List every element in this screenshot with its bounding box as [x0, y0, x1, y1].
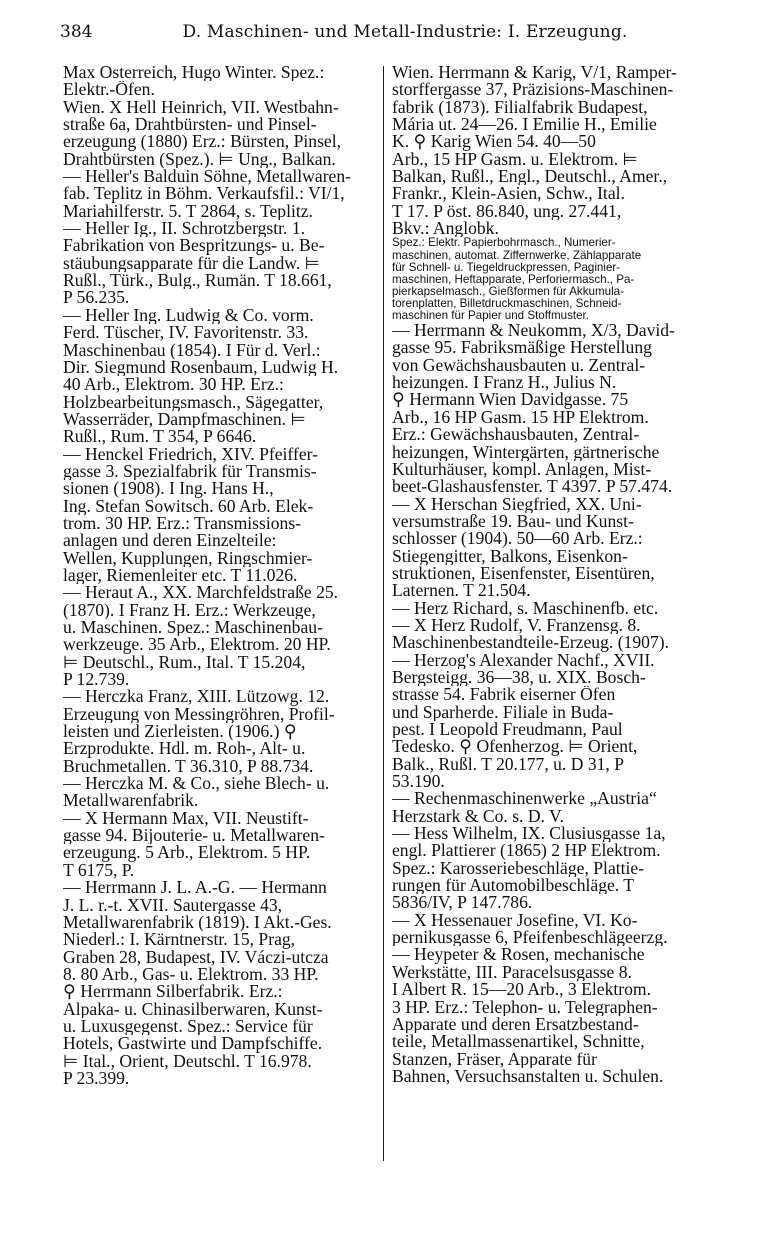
text-line: I Albert R. 15—20 Arb., 3 Elektrom.: [392, 981, 651, 999]
left-column: [63, 64, 375, 1087]
text-line: 53.190.: [392, 773, 445, 791]
text-line: Fabrikation von Bespritzungs- u. Be-: [63, 237, 325, 255]
text-line: Holzbearbeitungsmasch., Sägegatter,: [63, 393, 324, 411]
text-line: pierkapselmasch., Gießformen für Akkumula-: [392, 285, 624, 298]
text-line: Arb., 15 HP Gasm. u. Elektrom. ⊨: [392, 150, 638, 169]
text-line: Ferd. Tüscher, IV. Favoritenstr. 33.: [63, 324, 309, 342]
text-line: Stanzen, Fräser, Apparate für: [392, 1050, 597, 1068]
text-line: — X Hessenauer Josefine, VI. Ko-: [392, 911, 638, 930]
text-line: Max Osterreich, Hugo Winter. Spez.:: [63, 64, 325, 82]
text-line: Wasserräder, Dampfmaschinen. ⊨: [63, 410, 306, 429]
text-line: storffergasse 37, Präzisions-Maschinen-: [392, 81, 674, 99]
text-line: Drahtbürsten (Spez.). ⊨ Ung., Balkan.: [63, 150, 336, 169]
text-line: straße 6a, Drahtbürsten- und Pinsel-: [63, 116, 317, 134]
right-column: [392, 64, 710, 1085]
text-line: anlagen und deren Einzelteile:: [63, 532, 277, 550]
text-line: struktionen, Eisenfenster, Eisentüren,: [392, 564, 655, 583]
running-title: D. Maschinen- und Metall-Industrie: I. Erzeugung.: [182, 22, 628, 42]
text-line: Erzprodukte. Hdl. m. Roh-, Alt- u.: [63, 740, 306, 758]
text-line: sionen (1908). I Ing. Hans H.,: [63, 480, 274, 498]
text-line: Kulturhäuser, kompl. Anlagen, Mist-: [392, 460, 652, 479]
text-line: — Heller Ig., II. Schrotzbergstr. 1.: [63, 220, 306, 238]
text-line: beet-Glashausfenster. T 4397. P 57.474.: [392, 478, 673, 496]
text-line: 8. 80 Arb., Gas- u. Elektrom. 33 HP.: [63, 965, 319, 984]
text-line: Werkstätte, III. Paracelsusgasse 8.: [392, 963, 632, 982]
text-line: Wellen, Kupplungen, Ringschmier-: [63, 549, 313, 567]
text-line: ⚲ Herrmann Silberfabrik. Erz.:: [63, 983, 283, 1001]
column-divider: [383, 66, 384, 1161]
page-number: 384: [60, 22, 93, 42]
text-line: pest. I Leopold Freudmann, Paul: [392, 721, 623, 739]
text-line: ⊨ Deutschl., Rum., Ital. T 15.204,: [63, 653, 306, 672]
text-line: — Herzog's Alexander Nachf., XVII.: [392, 651, 655, 669]
text-line: — Hess Wilhelm, IX. Clusiusgasse 1a,: [392, 825, 666, 843]
text-line: Herzstark & Co. s. D. V.: [392, 807, 564, 826]
text-line: — Heller Ing. Ludwig & Co. vorm.: [63, 306, 314, 325]
text-line: lager, Riemenleiter etc. T 11.026.: [63, 566, 298, 585]
text-line: J. L. r.-t. XVII. Sautergasse 43,: [63, 896, 283, 914]
text-line: torenplatten, Billetdruckmaschinen, Schneid-: [392, 297, 622, 310]
text-line: — Herczka Franz, XIII. Lützowg. 12.: [63, 688, 330, 706]
text-line: maschinen, Heftapparate, Perforiermasch., Pa-: [392, 273, 635, 286]
text-line: fabrik (1873). Filialfabrik Budapest,: [392, 98, 648, 117]
text-line: engl. Plattierer (1865) 2 HP Elektrom.: [392, 842, 661, 860]
text-line: K. ⚲ Karig Wien 54. 40—50: [392, 133, 596, 151]
text-line: maschinen, automat. Ziffernwerke, Zählapparate: [392, 249, 642, 262]
text-line: Rußl., Rum. T 354, P 6646.: [63, 428, 257, 446]
text-line: Ing. Stefan Sowitsch. 60 Arb. Elek-: [63, 497, 314, 515]
text-line: — X Herschan Siegfried, XX. Uni-: [392, 495, 642, 513]
text-line: pernikusgasse 6, Pfeifenbeschlägeerzg.: [392, 929, 668, 947]
text-line: teile, Metallmassenartikel, Schnitte,: [392, 1033, 645, 1051]
text-line: stäubungsapparate für die Landw. ⊨: [63, 254, 320, 273]
text-line: Mária ut. 24—26. I Emilie H., Emilie: [392, 116, 657, 134]
text-line: gasse 95. Fabriksmäßige Herstellung: [392, 339, 652, 357]
text-line: u. Maschinen. Spez.: Maschinenbau-: [63, 619, 323, 637]
text-line: — Herrmann & Neukomm, X/3, David-: [392, 322, 675, 340]
text-line: Metallwarenfabrik (1819). I Akt.-Ges.: [63, 913, 332, 932]
text-line: schlosser (1904). 50—60 Arb. Erz.:: [392, 530, 643, 548]
text-line: Apparate und deren Ersatzbestand-: [392, 1015, 639, 1034]
text-line: erzeugung (1880) Erz.: Bürsten, Pinsel,: [63, 133, 342, 151]
text-line: gasse 94. Bijouterie- u. Metallwaren-: [63, 827, 325, 845]
text-line: P 56.235.: [63, 289, 130, 307]
text-line: 40 Arb., Elektrom. 30 HP. Erz.:: [63, 376, 284, 394]
text-line: (1870). I Franz H. Erz.: Werkzeuge,: [63, 601, 316, 619]
text-line: versumstraße 19. Bau- und Kunst-: [392, 512, 634, 531]
text-line: — Herz Richard, s. Maschinenfb. etc.: [392, 599, 659, 617]
text-line: Hotels, Gastwirte und Dampfschiffe.: [63, 1035, 323, 1053]
text-line: — Henckel Friedrich, XIV. Pfeiffer-: [63, 445, 319, 463]
text-line: Wien. Herrmann & Karig, V/1, Ramper-: [392, 64, 677, 82]
text-line: Dir. Siegmund Rosenbaum, Ludwig H.: [63, 358, 339, 377]
text-line: Bruchmetallen. T 36.310, P 88.734.: [63, 757, 314, 776]
text-line: — Herrmann J. L. A.-G. — Hermann: [63, 879, 327, 897]
text-line: — Herczka M. & Co., siehe Blech- u.: [63, 775, 330, 793]
text-line: heizungen. I Franz H., Julius N.: [392, 374, 617, 392]
text-line: P 23.399.: [63, 1069, 130, 1088]
text-line: Bkv.: Anglobk.: [392, 220, 499, 238]
text-line: Maschinenbau (1854). I Für d. Verl.:: [63, 341, 321, 359]
text-line: Laternen. T 21.504.: [392, 582, 531, 600]
text-line: maschinen für Papier und Stoffmuster.: [392, 310, 589, 322]
text-line: Spez.: Elektr. Papierbohrmasch., Numerier-: [392, 237, 616, 250]
text-line: Arb., 16 HP Gasm. 15 HP Elektrom.: [392, 408, 649, 427]
text-line: Balk., Rußl. T 20.177, u. D 31, P: [392, 755, 625, 774]
text-line: Bahnen, Versuchsanstalten u. Schulen.: [392, 1067, 664, 1086]
text-line: T 17. P öst. 86.840, ung. 27.441,: [392, 202, 622, 221]
text-line: Metallwarenfabrik.: [63, 792, 199, 810]
text-line: gasse 3. Spezialfabrik für Transmis-: [63, 462, 317, 481]
text-line: — X Herz Rudolf, V. Franzensg. 8.: [392, 616, 641, 635]
text-line: werkzeuge. 35 Arb., Elektrom. 20 HP.: [63, 636, 331, 654]
text-line: rungen für Automobilbeschläge. T: [392, 877, 635, 895]
text-line: Spez.: Karosseriebeschläge, Plattie-: [392, 859, 645, 878]
text-line: Balkan, Rußl., Engl., Deutschl., Amer.,: [392, 168, 668, 186]
text-line: Bergsteigg. 36—38, u. XIX. Bosch-: [392, 668, 646, 687]
text-line: für Schnell- u. Tiegeldruckpressen, Paginier-: [392, 261, 621, 274]
text-line: Tedesko. ⚲ Ofenherzog. ⊨ Orient,: [392, 738, 638, 756]
text-line: u. Luxusgegenst. Spez.: Service für: [63, 1017, 313, 1036]
text-line: leisten und Zierleisten. (1906.) ⚲: [63, 723, 297, 741]
text-line: Alpaka- u. Chinasilberwaren, Kunst-: [63, 1000, 323, 1018]
text-line: Mariahilferstr. 5. T 2864, s. Teplitz.: [63, 202, 313, 221]
text-line: — Heller's Balduin Söhne, Metallwaren-: [63, 168, 352, 186]
text-line: trom. 30 HP. Erz.: Transmissions-: [63, 514, 302, 533]
text-line: strasse 54. Fabrik eiserner Öfen: [392, 686, 616, 704]
text-line: erzeugung. 5 Arb., Elektrom. 5 HP.: [63, 844, 311, 862]
text-line: Wien. X Hell Heinrich, VII. Westbahn-: [63, 98, 339, 117]
text-line: 5836/IV, P 147.786.: [392, 894, 533, 912]
text-line: — Heypeter & Rosen, mechanische: [392, 946, 645, 964]
text-line: ⊨ Ital., Orient, Deutschl. T 16.978.: [63, 1052, 312, 1070]
text-line: Elektr.-Öfen.: [63, 81, 155, 99]
text-line: T 6175, P.: [63, 861, 135, 880]
page-header: [60, 22, 750, 48]
text-line: — X Hermann Max, VII. Neustift-: [63, 809, 309, 828]
text-line: P 12.739.: [63, 671, 130, 689]
text-line: von Gewächshausbauten u. Zentral-: [392, 356, 646, 375]
text-line: fab. Teplitz in Böhm. Verkaufsfil.: VI/1,: [63, 185, 345, 203]
text-line: und Sparherde. Filiale in Buda-: [392, 703, 614, 721]
text-line: Maschinenbestandteile-Erzeug. (1907).: [392, 634, 669, 652]
text-line: Stiegengitter, Balkons, Eisenkon-: [392, 547, 628, 565]
text-line: Rußl., Türk., Bulg., Rumän. T 18.661,: [63, 272, 332, 290]
text-line: Erz.: Gewächshausbauten, Zentral-: [392, 426, 640, 444]
text-line: — Rechenmaschinenwerke „Austria“: [392, 790, 657, 808]
text-line: heizungen, Wintergärten, gärtnerische: [392, 443, 660, 461]
text-line: Niederl.: I. Kärntnerstr. 15, Prag,: [63, 931, 296, 949]
text-line: 3 HP. Erz.: Telephon- u. Telegraphen-: [392, 998, 658, 1016]
text-line: Frankr., Klein-Asien, Schw., Ital.: [392, 185, 625, 203]
text-line: Graben 28, Budapest, IV. Váczi-utcza: [63, 948, 329, 966]
text-line: — Heraut A., XX. Marchfeldstraße 25.: [63, 584, 339, 602]
text-line: ⚲ Hermann Wien Davidgasse. 75: [392, 391, 629, 409]
text-line: Erzeugung von Messingröhren, Profil-: [63, 705, 335, 724]
